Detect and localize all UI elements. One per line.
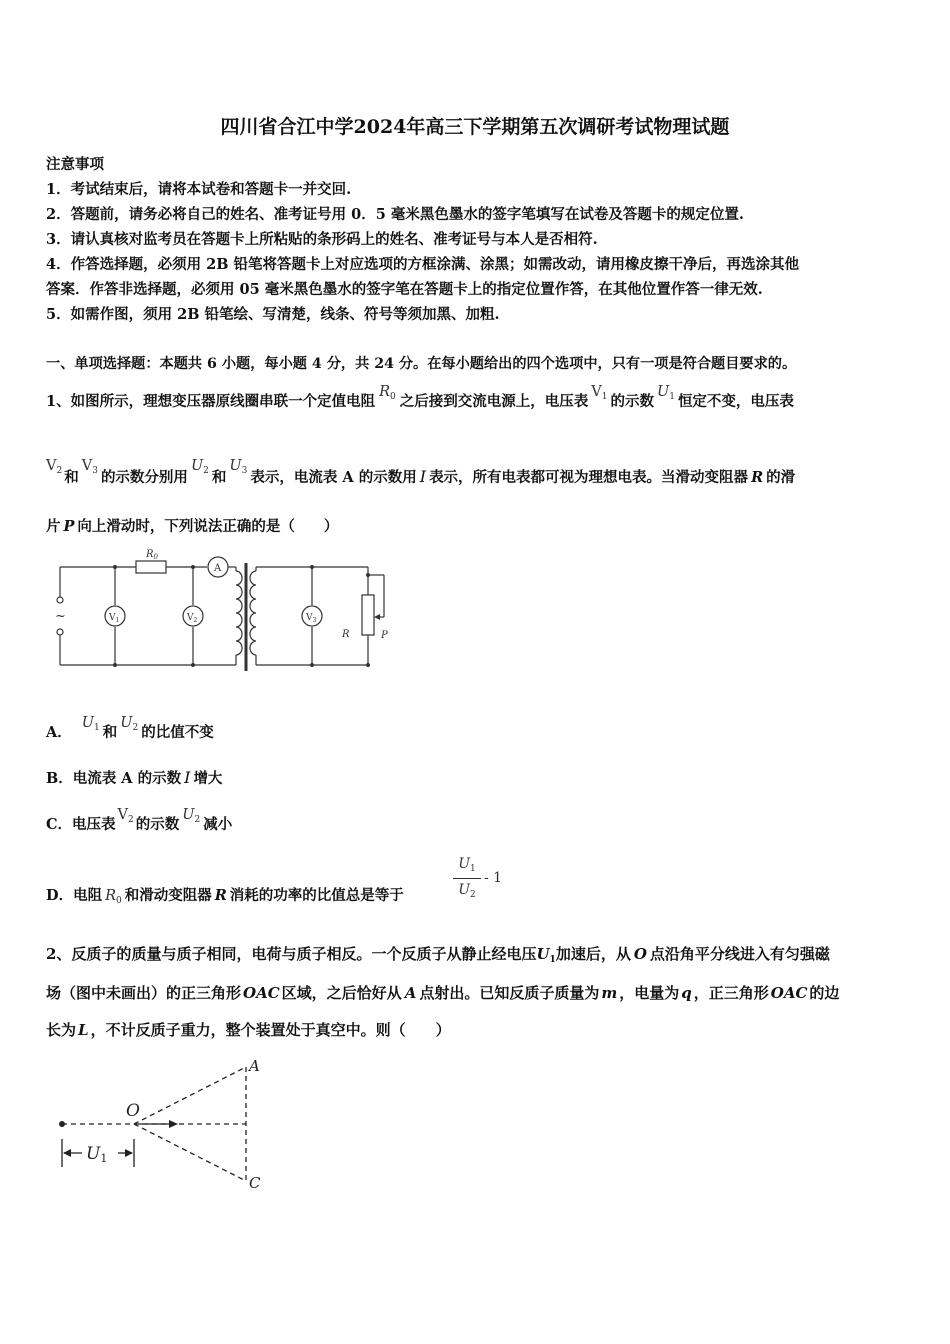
symbol-i: I [419, 467, 427, 486]
q1-text-part: 1、如图所示，理想变压器原线圈串联一个定值电阻 [46, 393, 376, 410]
option-text: 减小 [203, 816, 233, 833]
label-p: P [381, 630, 388, 641]
option-label: B．电流表 A 的示数 [46, 770, 182, 787]
symbol-u1: $U_1$ [81, 715, 100, 733]
symbol-r: R [214, 887, 227, 904]
q2-text-part: ，电量为 [619, 984, 680, 1002]
notice-item-4: 4．作答选择题，必须用 2B 铅笔将答题卡上对应选项的方框涂满、涂黑；如需改动，请用橡皮擦干净后，再选涂其他 [46, 256, 800, 273]
q2-text-part: 2、反质子的质量与质子相同，电荷与质子相反。一个反质子从静止经电压 [46, 945, 537, 963]
option-text: 和滑动变阻器 [124, 887, 212, 904]
notice-heading: 注意事项 [46, 156, 104, 173]
fraction-denominator: $U_2$ [458, 882, 476, 900]
q2-text-part: 点沿角平分线进入有匀强磁 [649, 945, 830, 963]
q2-line-3 [46, 1019, 451, 1040]
fraction-numerator: $U_1$ [458, 856, 476, 874]
minus-one: - 1 [484, 870, 503, 886]
notice-item-2: 2．答题前，请务必将自己的姓名、准考证号用 0．5 毫米黑色墨水的签字笔填写在试卷及答题卡的规定位置. [46, 206, 744, 223]
symbol-i: I [184, 768, 191, 787]
symbol-r: R [751, 469, 764, 486]
q2-text-part: ，正三角形 [693, 984, 769, 1002]
option-text: 的比值不变 [141, 724, 214, 741]
label-v3: $V_3$ [306, 613, 317, 624]
label-r0: $R_0$ [146, 549, 158, 561]
q1-line-2 [46, 458, 796, 488]
symbol-m: m [601, 984, 618, 1002]
circuit-diagram [50, 545, 400, 675]
triangle-diagram [50, 1055, 280, 1195]
label-v2: $V_2$ [187, 613, 198, 624]
q1-text-part: 恒定不变，电压表 [677, 393, 794, 410]
label-v1: $V_1$ [109, 613, 120, 624]
label-u1: U1 [86, 1144, 108, 1165]
symbol-p: P [63, 518, 75, 535]
q1-line-3 [46, 515, 338, 536]
q1-text-part: 和 [211, 469, 227, 486]
notice-item-1: 1．考试结束后，请将本试卷和答题卡一并交回. [46, 181, 352, 198]
resistor-r0 [136, 561, 166, 573]
q1-text-part: 表示，所有电表都可视为理想电表。当滑动变阻器 [429, 469, 749, 486]
q1-text-part: 向上滑动时，下列说法正确的是（ ） [77, 518, 339, 535]
label-o: O [126, 1101, 140, 1121]
q1-line-1 [46, 384, 794, 412]
symbol-o: O [633, 945, 647, 963]
label-r: R [342, 629, 350, 640]
q2-text-part: 点射出。已知反质子质量为 [419, 984, 600, 1002]
q1-option-c[interactable] [46, 807, 233, 835]
q2-text-part: 加速后，从 [555, 945, 631, 963]
q1-text-part: 和 [64, 469, 79, 486]
q1-text-part: 表示，电流表 A 的示数用 [250, 469, 417, 486]
q2-text-part: ，不计反质子重力，整个装置处于真空中。则（ ） [90, 1021, 451, 1039]
fraction-bar [453, 878, 481, 879]
q1-option-d[interactable] [46, 884, 404, 906]
option-label: A． [46, 724, 72, 741]
symbol-v2: $V_2$ [117, 807, 134, 825]
symbol-u1: $U_1$ [656, 384, 675, 402]
q1-text-part: 的滑 [766, 469, 796, 486]
symbol-r0: $R_0$ [379, 384, 396, 402]
q1-text-part: 之后接到交流电源上，电压表 [399, 393, 589, 410]
q2-text-part: 的边 [809, 984, 840, 1002]
q1-text-part: 的示数分别用 [100, 469, 188, 486]
symbol-a: A [404, 984, 417, 1002]
q1-option-b[interactable] [46, 767, 222, 788]
option-text: 增大 [193, 770, 223, 787]
q2-text-part: 长为 [46, 1021, 77, 1039]
q2-line-2 [46, 982, 839, 1003]
q2-text-part: 区域，之后恰好从 [281, 984, 402, 1002]
symbol-q: q [681, 984, 692, 1002]
symbol-oac: OAC [770, 984, 808, 1002]
label-c: C [249, 1174, 261, 1192]
source-label: ~ [55, 609, 66, 624]
start-point [59, 1121, 65, 1127]
section-heading: 一、单项选择题：本题共 6 小题，每小题 4 分，共 24 分。在每小题给出的四个选项中，只有一项是符合题目要求的。 [46, 356, 797, 372]
option-text: 消耗的功率的比值总是等于 [229, 887, 404, 904]
q1-text-part: 片 [46, 518, 61, 535]
q1-text-part: 的示数 [610, 393, 654, 410]
rheostat-r [362, 595, 374, 635]
symbol-v2: $V_2$ [46, 458, 63, 476]
option-text: 和 [102, 724, 118, 741]
q2-line-1 [46, 943, 830, 965]
option-label: D．电阻 [46, 887, 103, 904]
symbol-u2: $U_2$ [182, 807, 201, 825]
symbol-u2: $U_2$ [120, 715, 139, 733]
label-a: A [214, 563, 222, 574]
symbol-oac: OAC [243, 984, 280, 1002]
symbol-u3: $U_3$ [229, 458, 248, 476]
label-a: A [249, 1057, 260, 1075]
option-text: 的示数 [135, 816, 180, 833]
page-title: 四川省合江中学2024年高三下学期第五次调研考试物理试题 [220, 116, 730, 138]
q1-option-a[interactable] [46, 715, 214, 743]
velocity-arrow [169, 1120, 178, 1128]
notice-item-5: 5．如需作图，须用 2B 铅笔绘、写清楚，线条、符号等须加黑、加粗. [46, 306, 500, 323]
slider-arrow [374, 614, 380, 620]
symbol-r0: $R_0$ [105, 888, 122, 906]
symbol-u2: $U_2$ [190, 458, 209, 476]
option-label: C．电压表 [46, 816, 116, 833]
symbol-v1: $V_1$ [591, 384, 608, 402]
symbol-l: L [78, 1021, 89, 1039]
notice-item-4-cont: 答案．作答非选择题，必须用 05 毫米黑色墨水的签字笔在答题卡上的指定位置作答，在其他位置作答一律无效. [46, 281, 763, 298]
q2-text-part: 场（图中未画出）的正三角形 [46, 984, 242, 1002]
notice-item-3: 3．请认真核对监考员在答题卡上所粘贴的条形码上的姓名、准考证号与本人是否相符. [46, 231, 598, 248]
symbol-u1: $U_1$ [536, 945, 556, 965]
symbol-v3: $V_3$ [81, 458, 98, 476]
